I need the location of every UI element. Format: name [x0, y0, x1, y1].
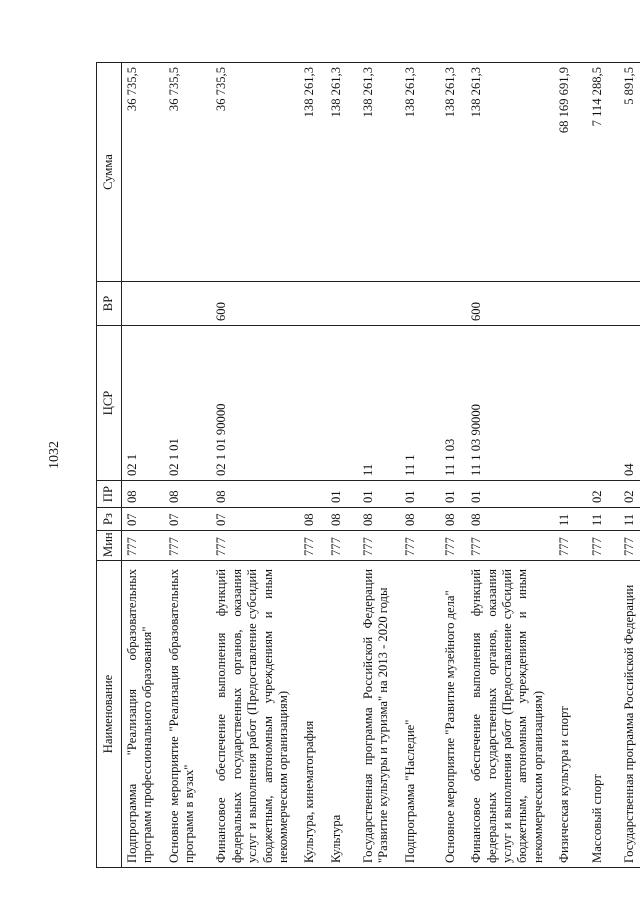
cell-rz: 11 [554, 508, 586, 531]
cell-sum: 68 169 691,9 [554, 63, 586, 282]
table-row [211, 63, 299, 868]
cell-csr: 11 1 03 [440, 326, 466, 481]
cell-min: 777 [358, 531, 400, 561]
cell-csr [587, 326, 619, 481]
cell-pr: 01 [358, 481, 400, 508]
table-row [400, 63, 440, 868]
cell-sum: 138 261,3 [440, 63, 466, 282]
table-row [466, 63, 554, 868]
cell-pr: 02 [619, 481, 640, 508]
cell-csr: 11 1 [400, 326, 440, 481]
cell-name: Основное мероприятие "Реализация образовательных программ в вузах" [164, 561, 212, 868]
cell-min: 777 [299, 531, 325, 561]
cell-csr [326, 326, 358, 481]
cell-rz: 08 [299, 508, 325, 531]
cell-pr: 08 [211, 481, 299, 508]
cell-sum: 36 735,5 [164, 63, 212, 282]
cell-sum: 36 735,5 [211, 63, 299, 282]
header-rz: Рз [97, 508, 122, 531]
cell-sum: 138 261,3 [326, 63, 358, 282]
header-name: Наименование [97, 561, 122, 868]
cell-csr: 02 1 [122, 326, 164, 481]
cell-rz: 08 [400, 508, 440, 531]
cell-vr [358, 282, 400, 326]
header-sum: Сумма [97, 63, 122, 282]
table-row [164, 63, 212, 868]
cell-min: 777 [164, 531, 212, 561]
cell-csr [554, 326, 586, 481]
cell-name: Основное мероприятие "Развитие музейного дела" [440, 561, 466, 868]
cell-pr: 01 [466, 481, 554, 508]
table-row [554, 63, 586, 868]
cell-name: Государственная программа Российской Федерации "Развитие культуры и туризма" на 2013 - 2020 годы [358, 561, 400, 868]
cell-rz: 07 [164, 508, 212, 531]
cell-name: Культура [326, 561, 358, 868]
cell-pr: 02 [587, 481, 619, 508]
cell-rz: 07 [211, 508, 299, 531]
cell-csr [299, 326, 325, 481]
cell-vr: 600 [211, 282, 299, 326]
cell-sum: 138 261,3 [358, 63, 400, 282]
cell-name: Подпрограмма "Реализация образовательных программ профессионального образования" [122, 561, 164, 868]
cell-rz: 08 [358, 508, 400, 531]
table-row [358, 63, 400, 868]
cell-rz: 11 [619, 508, 640, 531]
cell-pr: 08 [122, 481, 164, 508]
budget-table [96, 62, 640, 868]
cell-vr: 600 [466, 282, 554, 326]
cell-min: 777 [122, 531, 164, 561]
cell-sum: 7 114 288,5 [587, 63, 619, 282]
cell-vr [122, 282, 164, 326]
cell-rz: 08 [326, 508, 358, 531]
cell-sum: 138 261,3 [466, 63, 554, 282]
cell-rz: 08 [440, 508, 466, 531]
table-row [587, 63, 619, 868]
table-row [619, 63, 640, 868]
cell-vr [554, 282, 586, 326]
header-csr: ЦСР [97, 326, 122, 481]
cell-name: Подпрограмма "Наследие" [400, 561, 440, 868]
cell-vr [400, 282, 440, 326]
cell-pr: 01 [400, 481, 440, 508]
cell-vr [587, 282, 619, 326]
cell-min: 777 [440, 531, 466, 561]
cell-vr [619, 282, 640, 326]
cell-sum: 5 891,5 [619, 63, 640, 282]
cell-rz: 07 [122, 508, 164, 531]
cell-min: 777 [211, 531, 299, 561]
table-row [299, 63, 325, 868]
cell-pr: 01 [440, 481, 466, 508]
cell-name: Финансовое обеспечение выполнения функций федеральных государственных органов, оказания услуг и выполнения работ (Предоставление субсидий бюджетным, автономным учреждениям и иным некоммерческим организациям) [466, 561, 554, 868]
cell-min: 777 [619, 531, 640, 561]
cell-name: Государственная программа Российской Федерации [619, 561, 640, 868]
cell-sum: 138 261,3 [299, 63, 325, 282]
cell-csr: 02 1 01 [164, 326, 212, 481]
cell-sum: 138 261,3 [400, 63, 440, 282]
cell-rz: 11 [587, 508, 619, 531]
budget-table-container [96, 63, 636, 868]
header-min: Мин [97, 531, 122, 561]
header-pr: ПР [97, 481, 122, 508]
cell-vr [326, 282, 358, 326]
cell-csr: 11 [358, 326, 400, 481]
cell-rz: 08 [466, 508, 554, 531]
table-row [440, 63, 466, 868]
cell-name: Физическая культура и спорт [554, 561, 586, 868]
cell-pr: 08 [164, 481, 212, 508]
cell-min: 777 [587, 531, 619, 561]
cell-csr: 04 [619, 326, 640, 481]
cell-name: Финансовое обеспечение выполнения функций федеральных государственных органов, оказания услуг и выполнения работ (Предоставление субсидий бюджетным, автономным учреждениям и иным некоммерческим организациям) [211, 561, 299, 868]
cell-min: 777 [400, 531, 440, 561]
cell-vr [299, 282, 325, 326]
cell-vr [440, 282, 466, 326]
cell-min: 777 [466, 531, 554, 561]
cell-csr: 02 1 01 90000 [211, 326, 299, 481]
table-row [122, 63, 164, 868]
cell-min: 777 [554, 531, 586, 561]
cell-pr [299, 481, 325, 508]
cell-vr [164, 282, 212, 326]
cell-min: 777 [326, 531, 358, 561]
table-header-row [97, 63, 122, 868]
cell-pr: 01 [326, 481, 358, 508]
page-number: 1032 [47, 441, 62, 469]
cell-name: Культура, кинематография [299, 561, 325, 868]
cell-name: Массовый спорт [587, 561, 619, 868]
cell-csr: 11 1 03 90000 [466, 326, 554, 481]
header-vr: ВР [97, 282, 122, 326]
cell-pr [554, 481, 586, 508]
table-row [326, 63, 358, 868]
cell-sum: 36 735,5 [122, 63, 164, 282]
